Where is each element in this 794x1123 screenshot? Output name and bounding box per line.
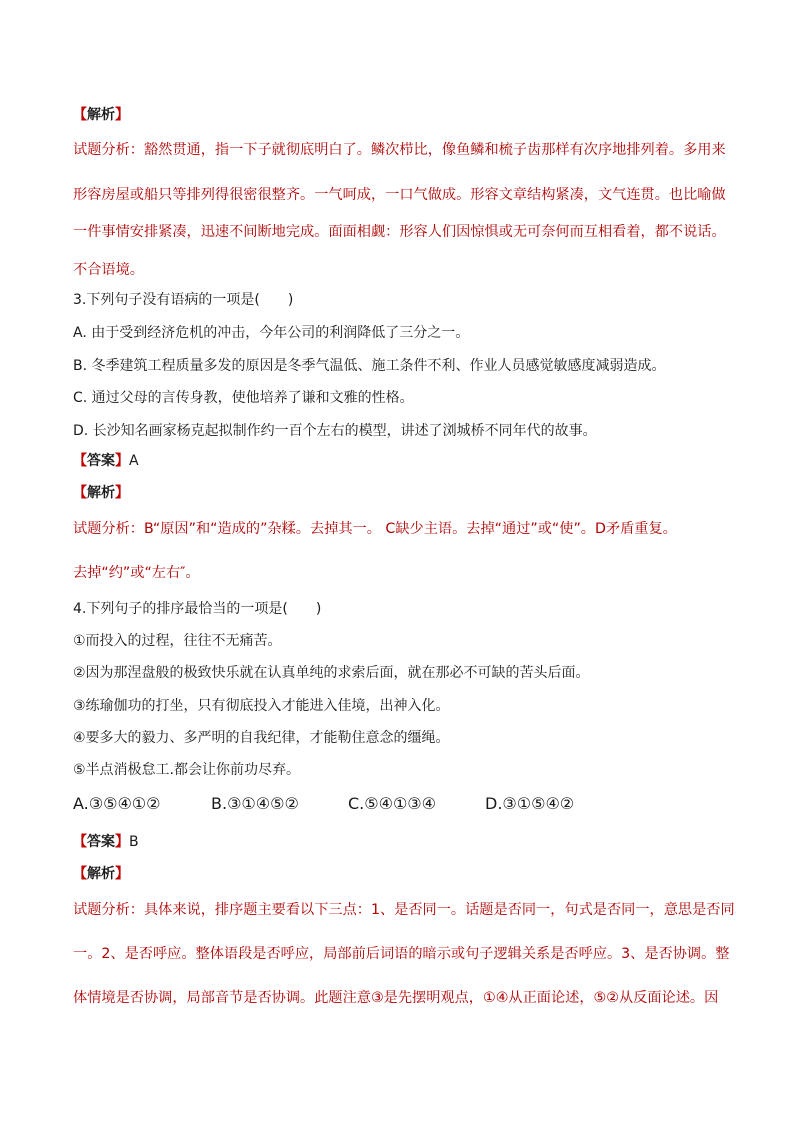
answer-value: B bbox=[129, 834, 139, 850]
analysis-heading: 【解析】 bbox=[73, 866, 129, 882]
analysis-text-line: 去掉“约”或“左右″。 bbox=[73, 565, 200, 581]
question-4-options bbox=[73, 794, 574, 814]
analysis-text-line: 不合语境。 bbox=[73, 262, 144, 278]
question-4-option-b: B.③①④⑤② bbox=[211, 794, 299, 813]
analysis-text-line: 形容房屋或船只等排列得很密很整齐。一气呵成，一口气做成。形容文章结构紧凑，文气连贯。也比喻做 bbox=[73, 187, 726, 203]
analysis-heading: 【解析】 bbox=[73, 107, 129, 123]
question-3-stem: 3.下列句子没有语病的一项是( ) bbox=[73, 292, 294, 308]
analysis-text-line: 一。2、是否呼应。整体语段是否呼应，局部前后词语的暗示或句子逻辑关系是否呼应。3、是否协调。整 bbox=[73, 946, 730, 962]
analysis-heading: 【解析】 bbox=[73, 485, 129, 501]
question-4-item: ④要多大的毅力、多严明的自我纪律，才能勒住意念的缰绳。 bbox=[73, 730, 450, 746]
question-3-option-d: D. 长沙知名画家杨克起拟制作约一百个左右的模型，讲述了浏城桥不同年代的故事。 bbox=[73, 423, 597, 439]
question-4-item: ②因为那涅盘般的极致快乐就在认真单纯的求索后面，就在那必不可缺的苦头后面。 bbox=[73, 665, 590, 681]
question-4-item: ⑤半点消极怠工.都会让你前功尽弃。 bbox=[73, 762, 301, 778]
question-3-option-c: C. 通过父母的言传身教，使他培养了谦和文雅的性格。 bbox=[73, 390, 414, 406]
analysis-text-line: 体情境是否协调，局部音节是否协调。此题注意③是先摆明观点，①④从正面论述，⑤②从反面论述。因 bbox=[73, 990, 719, 1006]
question-4-stem: 4.下列句子的排序最恰当的一项是( ) bbox=[73, 601, 322, 617]
question-3-option-a: A. 由于受到经济危机的冲击，今年公司的利润降低了三分之一。 bbox=[73, 325, 470, 341]
analysis-text-line: 试题分析：B“原因”和“造成的”杂糅。去掉其一。 C缺少主语。去掉“通过”或“使”。D矛盾重复。 bbox=[73, 521, 677, 537]
analysis-text-line: 试题分析：豁然贯通，指一下子就彻底明白了。鳞次栉比，像鱼鳞和梳子齿那样有次序地排列着。多用来 bbox=[73, 142, 726, 158]
analysis-text-line: 一件事情安排紧凑，迅速不间断地完成。面面相觑：形容人们因惊惧或无可奈何而互相看着，都不说话。 bbox=[73, 224, 726, 240]
answer-heading: 【答案】B bbox=[73, 834, 139, 850]
question-4-item: ③练瑜伽功的打坐，只有彻底投入才能进入佳境，出神入化。 bbox=[73, 698, 450, 714]
answer-value: A bbox=[129, 453, 139, 469]
answer-heading: 【答案】A bbox=[73, 453, 139, 469]
question-3-option-b: B. 冬季建筑工程质量多发的原因是冬季气温低、施工条件不利、作业人员感觉敏感度减弱造成。 bbox=[73, 358, 666, 374]
question-4-option-a: A.③⑤④①② bbox=[73, 794, 161, 813]
question-4-item: ①而投入的过程，往往不无痛苦。 bbox=[73, 633, 282, 649]
analysis-text-line: 试题分析：具体来说，排序题主要看以下三点：1、是否同一。话题是否同一，句式是否同一，意思是否同 bbox=[73, 902, 735, 918]
question-4-option-c: C.⑤④①③④ bbox=[348, 794, 436, 813]
question-4-option-d: D.③①⑤④② bbox=[485, 794, 575, 813]
